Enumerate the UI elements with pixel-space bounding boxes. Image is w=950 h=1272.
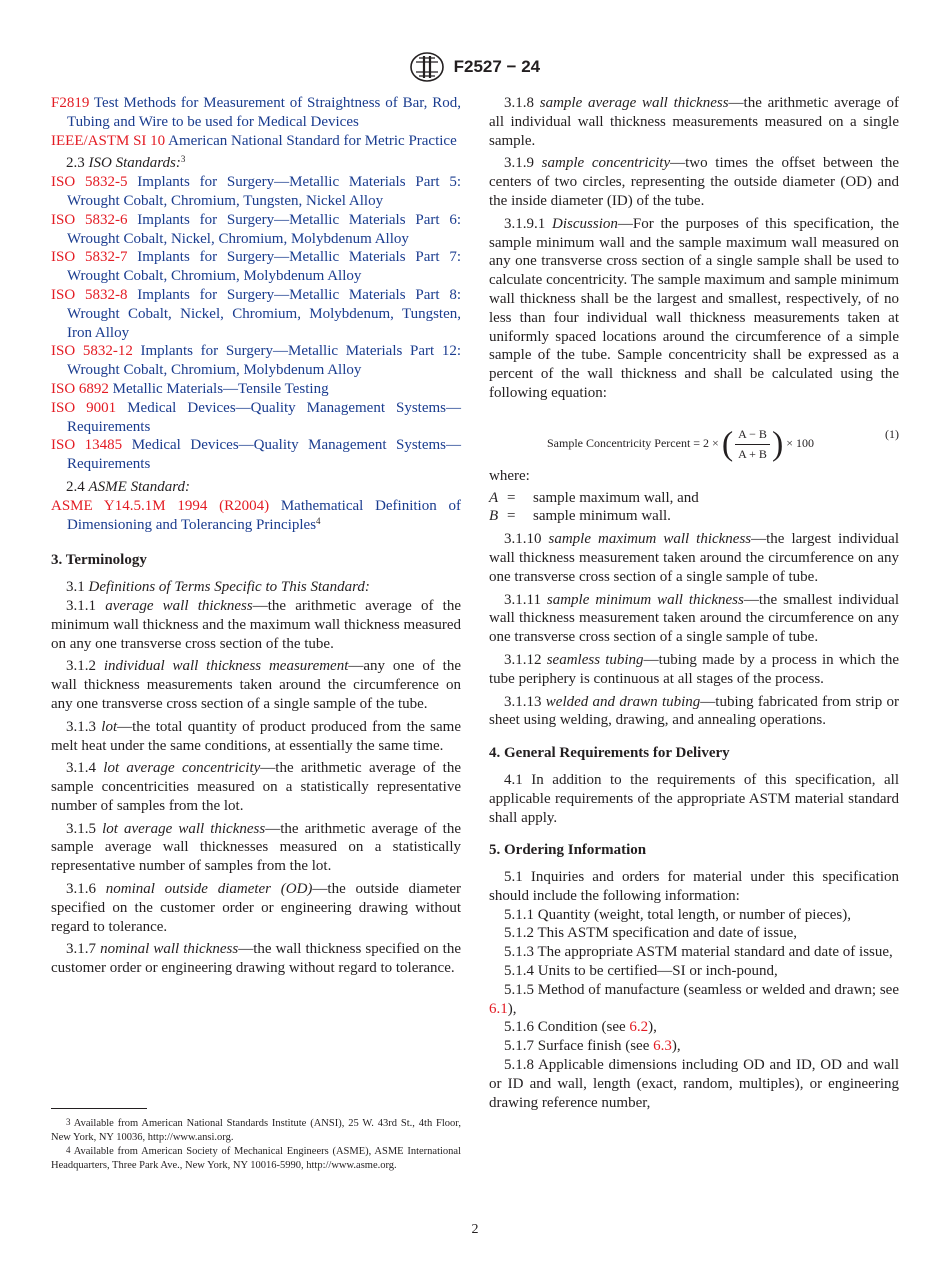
reference-title-link[interactable]: Implants for Surgery—Metallic Materials Part 8: Wrought Cobalt, Nickel, Chromium, Molybdenum, Tungsten, Iron Alloy (67, 286, 461, 341)
list-item: 5.1.2 This ASTM specification and date of issue, (504, 925, 798, 942)
reference-code-link[interactable]: IEEE/ASTM SI 10 (51, 132, 166, 149)
definition-paragraph: 3.1.7 nominal wall thickness—the wall thickness specified on the customer order or engineering drawing without regard to tolerance. (51, 941, 462, 977)
definition-paragraph: 3.1.4 lot average concentricity—the arithmetic average of the sample concentricities measured on a statistically representative number of samples from the lot. (51, 760, 461, 814)
list-item: 5.1.6 Condition (see 6.2), (504, 1019, 657, 1036)
body-paragraph: 5.1 Inquiries and orders for material under this specification should include the following information: (489, 869, 899, 904)
where-label: where: (489, 467, 530, 484)
iso-standards-heading: 2.3 ISO Standards:$^3$ (66, 154, 186, 172)
footnote-divider (51, 1108, 147, 1109)
right-column (489, 94, 899, 1112)
footnote-ref[interactable]: 4 (316, 515, 321, 526)
page-number: 2 (471, 1222, 479, 1237)
reference-item (51, 342, 461, 380)
astm-logo-icon (410, 52, 444, 82)
equation-fraction: $\frac{A - B}{A + B}$ (735, 425, 770, 464)
discussion-paragraph: 3.1.9.1 Discussion—For the purposes of this specification, the sample minimum wall and the sample maximum wall measured on any one transverse cross section of a single sample shall be used to calculate concentricity. The sample maximum and sample minimum wall thickness shall be the largest and smallest, respectively, of no less than four individual wall thickness measurements taken at uniformly spaced locations around the circumference of a simple sample of the tube. Sample concentricity shall be expressed as a percent of the wall thickness and shall be calculated using the following equation: (489, 215, 899, 401)
reference-code-link[interactable]: ISO 13485 (51, 437, 123, 454)
definition-paragraph: 3.1.6 nominal outside diameter (OD)—the outside diameter specified on the customer order or engineering drawing without regard to tolerance. (51, 881, 461, 935)
definition-paragraph: 3.1.10 sample maximum wall thickness—the largest individual wall thickness measurement taken around the circumference on any one transverse cross section of a single sample of tube. (489, 531, 900, 585)
reference-item (51, 248, 461, 286)
reference-item (51, 173, 461, 211)
reference-title-link[interactable]: Implants for Surgery—Metallic Materials Part 6: Wrought Cobalt, Nickel, Chromium, Molybdenum Alloy (67, 211, 461, 247)
definition-paragraph: 3.1.1 average wall thickness—the arithmetic average of the minimum wall thickness and the maximum wall thickness measured on any one transverse cross section of the tube. (51, 597, 461, 652)
reference-list-a (51, 94, 461, 150)
reference-code-link[interactable]: ISO 5832-7 (51, 249, 128, 266)
footnote: $^3$ Available from American National Standards Institute (ANSI), 25 W. 43rd St., 4th Floor, New York, NY 10036, http://www.ansi.org. (51, 1117, 462, 1143)
section-heading-ordering-information: 5. Ordering Information (489, 842, 647, 859)
reference-item (51, 497, 461, 535)
reference-code-link[interactable]: ISO 5832-12 (51, 343, 133, 360)
section-heading-general-requirements: 4. General Requirements for Delivery (489, 745, 730, 762)
reference-code-link[interactable]: F2819 (51, 95, 90, 111)
list-item: 5.1.3 The appropriate ASTM material standard and date of issue, (504, 944, 893, 961)
reference-item (51, 380, 461, 399)
reference-code-link[interactable]: ISO 5832-8 (51, 286, 128, 303)
list-item: 5.1.8 Applicable dimensions including OD and ID, OD and wall or ID and wall, length (exact, random, multiples), or engineering drawing reference number, (489, 1057, 899, 1111)
document-designation: F2527 − 24 (453, 56, 541, 76)
definition-paragraph: 3.1.3 lot—the total quantity of product produced from the same melt heat under the same conditions, at essentially the same time. (51, 718, 462, 754)
reference-code-link[interactable]: ISO 6892 (51, 380, 109, 397)
left-column (51, 94, 461, 982)
definition-paragraph: 3.1.9 sample concentricity—two times the offset between the centers of two circles, representing the outside diameter (OD) and the inside diameter (ID) of the tube. (489, 155, 899, 209)
list-item: 5.1.4 Units to be certified—SI or inch-pound, (504, 963, 778, 980)
variable-definition: B = sample minimum wall. (489, 508, 671, 525)
reference-title-link[interactable]: Implants for Surgery—Metallic Materials Part 7: Wrought Cobalt, Chromium, Molybdenum Alloy (67, 249, 461, 285)
reference-item (51, 286, 461, 342)
section-heading-terminology: 3. Terminology (51, 552, 147, 569)
reference-title-link[interactable]: Metallic Materials—Tensile Testing (112, 380, 329, 397)
section-link[interactable]: 6.1 (489, 1000, 508, 1017)
reference-title-link[interactable]: Test Methods for Measurement of Straightness of Bar, Rod, Tubing and Wire to be used for Medical Devices (67, 95, 461, 130)
reference-item (51, 399, 461, 437)
definition-paragraph: 3.1.12 seamless tubing—tubing made by a process in which the tube periphery is continuous at all stages of the process. (489, 651, 899, 687)
section-link[interactable]: 6.3 (653, 1038, 672, 1055)
reference-title-link[interactable]: American National Standard for Metric Practice (168, 132, 457, 149)
list-item: 5.1.7 Surface finish (see 6.3), (504, 1038, 681, 1055)
variable-definition: A = sample maximum wall, and (489, 489, 699, 506)
body-paragraph: 4.1 In addition to the requirements of this specification, all applicable requirements of the appropriate ASTM material standard shall apply. (489, 771, 899, 826)
equation-rhs: × 100 (786, 435, 815, 450)
reference-item (51, 436, 461, 474)
footnote-ref[interactable]: 3 (180, 154, 186, 165)
footnotes (51, 1117, 461, 1173)
reference-item (51, 211, 461, 249)
reference-code-link[interactable]: ISO 5832-5 (51, 174, 128, 191)
definition-paragraph: 3.1.5 lot average wall thickness—the arithmetic average of the sample average wall thicknesses measured on a statistically representative number of samples from the lot. (51, 820, 462, 875)
reference-item (51, 132, 461, 151)
definition-paragraph: 3.1.8 sample average wall thickness—the arithmetic average of all individual wall thickness measurements measured on a single sample. (489, 95, 899, 149)
reference-title-link[interactable]: Implants for Surgery—Metallic Materials Part 12: Wrought Cobalt, Chromium, Molybdenum Alloy (67, 343, 461, 379)
reference-title-link[interactable]: Mathematical Definition of Dimensioning and Tolerancing Principles (67, 497, 461, 533)
reference-code-link[interactable]: ISO 9001 (51, 399, 117, 416)
equation-number: (1) (885, 426, 899, 441)
footnote: $^4$ Available from American Society of Mechanical Engineers (ASME), ASME International Headquarters, Three Park Ave., New York, NY 10016-5990, http://www.asme.org. (51, 1145, 461, 1171)
asme-standard-heading: 2.4 ASME Standard: (66, 478, 191, 495)
reference-code-link[interactable]: ASME Y14.5.1M 1994 (R2004) (51, 497, 270, 514)
iso-reference-list (51, 173, 461, 474)
list-item: 5.1.5 Method of manufacture (seamless or welded and drawn; see 6.1), (489, 981, 899, 1017)
page-header (0, 52, 950, 82)
reference-title-link[interactable]: Medical Devices—Quality Management Systems—Requirements (67, 399, 462, 435)
definition-paragraph: 3.1.11 sample minimum wall thickness—the smallest individual wall thickness measurement taken around the circumference on any one transverse cross section of a single sample of tube. (489, 591, 899, 646)
reference-code-link[interactable]: ISO 5832-6 (51, 211, 128, 228)
list-item: 5.1.1 Quantity (weight, total length, or number of pieces), (504, 906, 851, 923)
subsection-heading: 3.1 Definitions of Terms Specific to This Standard: (66, 579, 370, 596)
equation-lhs: Sample Concentricity Percent = 2 × (547, 435, 719, 450)
definition-paragraph: 3.1.13 welded and drawn tubing—tubing fabricated from strip or sheet using welding, drawing, and annealing operations. (489, 693, 899, 729)
reference-title-link[interactable]: Medical Devices—Quality Management Systems—Requirements (67, 437, 462, 473)
concentricity-equation: Sample Concentricity Percent = 2 × ( $\frac{A - B}{A + B}$ ) × 100 (1) (547, 425, 899, 463)
reference-title-link[interactable]: Implants for Surgery—Metallic Materials Part 5: Wrought Cobalt, Chromium, Tungsten, Nickel Alloy (67, 174, 461, 209)
section-link[interactable]: 6.2 (629, 1019, 649, 1036)
reference-item (51, 94, 461, 132)
definition-paragraph: 3.1.2 individual wall thickness measurement—any one of the wall thickness measurements taken around the circumference on any one transverse cross section of a single sample of the tube. (51, 658, 462, 712)
